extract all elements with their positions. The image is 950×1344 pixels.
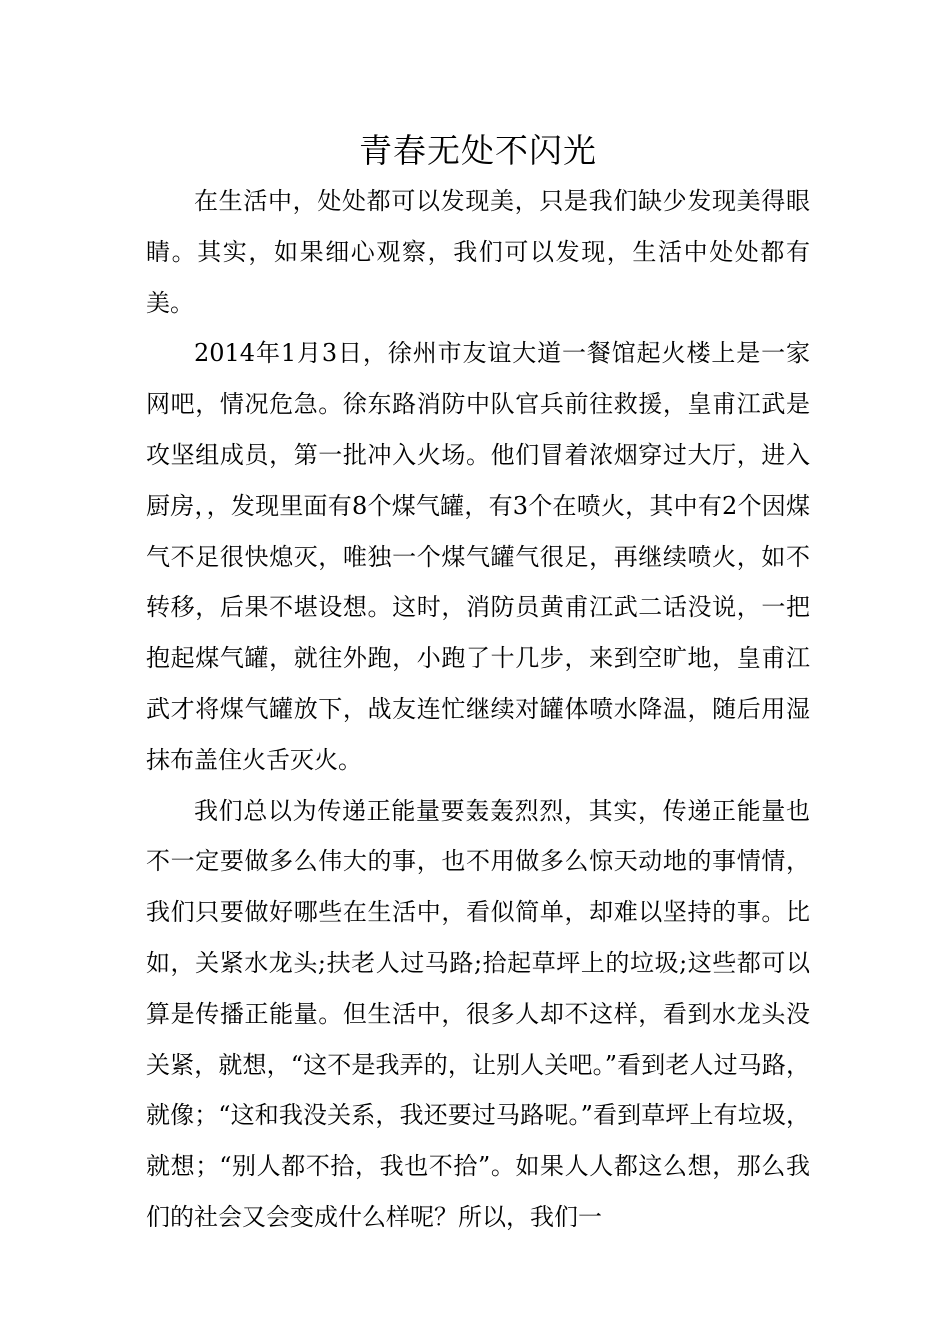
document-title: 青春无处不闪光	[359, 131, 597, 170]
document-body	[146, 126, 810, 1243]
paragraph-firefighter-story: 2014年1月3日，徐州市友谊大道一餐馆起火楼上是一家网吧，情况危急。徐东路消防中队官兵前往救援，皇甫江武是攻坚组成员，第一批冲入火场。他们冒着浓烟穿过大厅，进入厨房，，发现里面有8个煤气罐，有3个在喷火，其中有2个因煤气不足很快熄灭，唯独一个煤气罐气很足，再继续喷火，如不转移，后果不堪设想。这时，消防员黄甫江武二话没说，一把抱起煤气罐，就往外跑，小跑了十几步，来到空旷地，皇甫江武才将煤气罐放下，战友连忙继续对罐体喷水降温，随后用湿抹布盖住火舌灭火。	[146, 339, 810, 774]
paragraph-intro: 在生活中，处处都可以发现美，只是我们缺少发现美得眼睛。其实，如果细心观察，我们可以发现，生活中处处都有美。	[146, 187, 810, 317]
paragraph-positive-energy: 我们总以为传递正能量要轰轰烈烈，其实，传递正能量也不一定要做多么伟大的事，也不用做多么惊天动地的事情情，我们只要做好哪些在生活中，看似简单，却难以坚持的事。比如，关紧水龙头;扶老人过马路;拾起草坪上的垃圾;这些都可以算是传播正能量。但生活中，很多人却不这样，看到水龙头没关紧，就想，“这不是我弄的，让别人关吧。”看到老人过马路，就像；“这和我没关系，我还要过马路呢。”看到草坪上有垃圾，就想；“别人都不拾，我也不拾”。如果人人都这么想，那么我们的社会又会变成什么样呢？所以，我们一	[146, 796, 810, 1231]
